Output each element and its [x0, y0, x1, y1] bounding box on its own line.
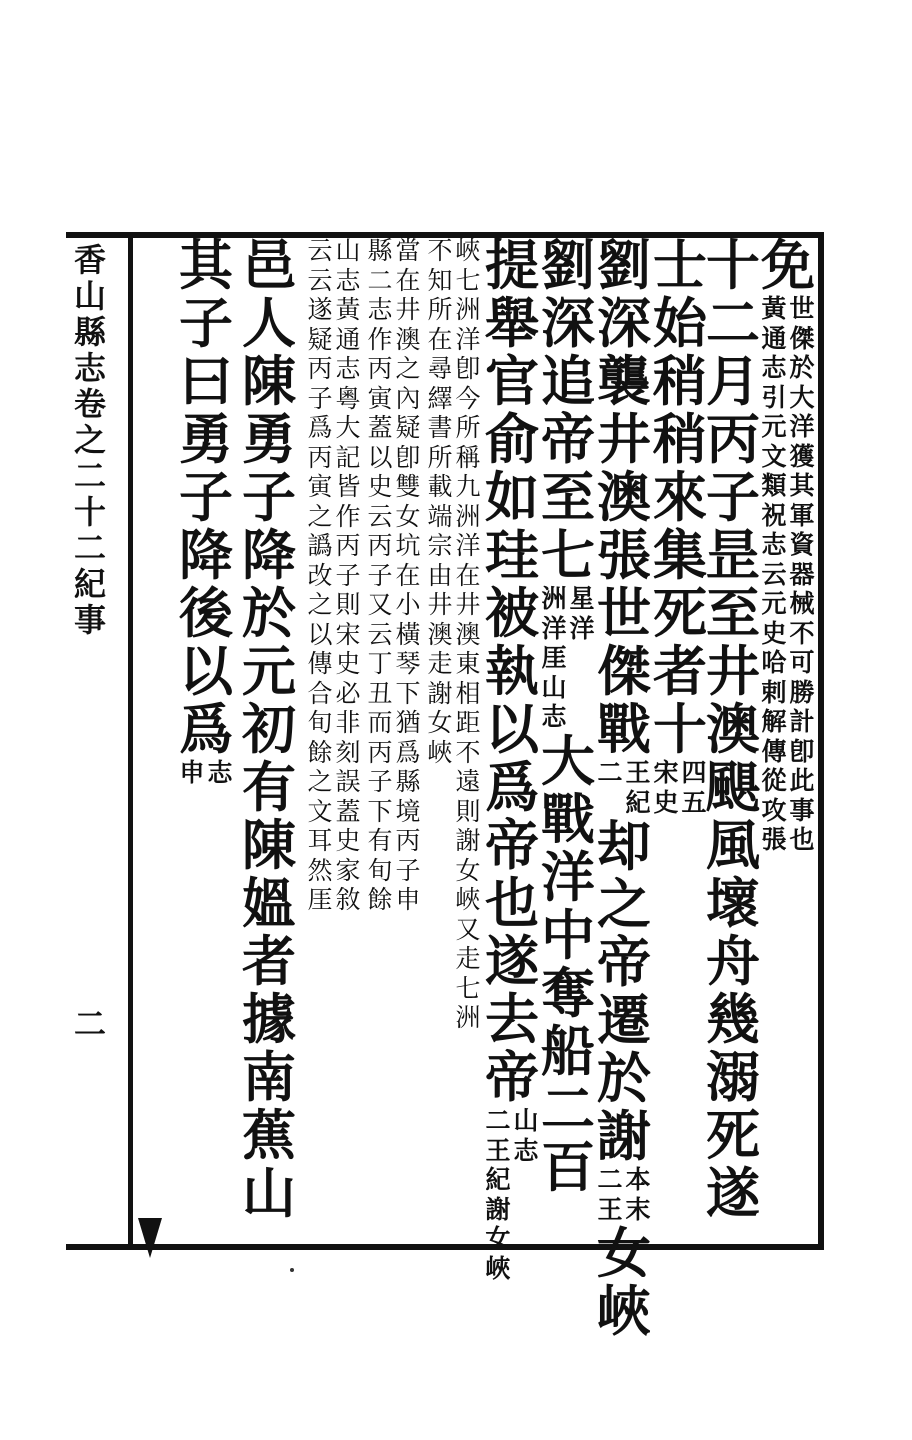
- annotation: 世 傑 於 大 洋 獲 其 軍 資 器 械 不 可 勝 計 卽 此 事 也 黃 通 志 引 元 文 類 祝 志 云 元 史 哈 剌 解 傳 從 攻 張: [761, 294, 815, 854]
- annotation-column-9: 山 志 黃 通 志 粵 大 記 皆 作 丙 子 則 宋 史 必 非 刻 誤 蓋 史 家 敘 云 云 遂 疑 丙 子 爲 丙 寅 之 譌 改 之 以 傳 合 旬 餘 之 文 耳 然 厓: [307, 236, 361, 914]
- text-column-1: 免 世 傑 於 大 洋 獲 其 軍 資 器 械 不 可 勝 計 卽 此 事 也 黃 通 志 引 元 文 類 祝 志 云 元 史 哈 剌 解 傳 從 攻 張: [760, 238, 816, 1211]
- annotation-column-8: 當 在 井 澳 之 內 疑 卽 雙 女 坑 在 小 橫 琴 下 猶 爲 縣 境 丙 子 申 縣 二 志 作 丙 寅 蓋 以 史 云 丙 子 又 云 丁 丑 而 丙 子 下 有 旬 餘: [367, 236, 421, 914]
- text-column-3: 士 始 稍 稍 來 集 死 者 十 四 五 宋 史: [652, 238, 708, 819]
- annotation: 四 五 宋 史: [653, 758, 707, 817]
- ink-speck: [290, 1268, 294, 1272]
- annotation: 王 紀 二: [597, 758, 651, 817]
- fold-mark: [138, 1218, 162, 1258]
- margin-page-number: 二: [74, 1005, 107, 1043]
- annotation: 星 洋 洲 洋 厓 山 志: [541, 584, 595, 731]
- annotation: 山 志 二 王 紀 謝 女 峽: [485, 1106, 539, 1283]
- page-frame: [66, 232, 824, 1343]
- annotation: 本 末 二 王: [597, 1165, 651, 1224]
- text-column-11: 其 子 曰 勇 子 降 後 以 爲 志 申: [178, 238, 234, 790]
- text-column-2: 十 二 月 丙 子 昰 至 井 澳 颶 風 壞 舟 幾 溺 死 遂: [706, 233, 760, 1225]
- annotation: 志 申: [179, 758, 233, 787]
- text-column-5: 劉 深 追 帝 至 七 星 洋 洲 洋 厓 山 志 大 戰 洋 中 奪 船 二 百: [541, 233, 595, 1199]
- margin-title: 香 山 縣 志 卷 之 二 十 二 紀 事: [74, 241, 107, 639]
- margin-strip: [66, 238, 133, 1244]
- annotation-column-7: 峽 七 洲 洋 卽 今 所 稱 九 洲 洋 在 井 澳 東 相 距 不 遠 則 謝 女 峽 又 走 七 洲 不 知 所 在 尋 繹 書 所 載 端 宗 由 井 澳 走 謝 女 峽: [427, 236, 481, 1032]
- text-column-4: 劉 深 襲 井 澳 張 世 傑 戰 王 紀 二 却 之 帝 遷 於 謝 本 末 二 王 女 峽: [597, 233, 651, 1343]
- text-column-6: 提 舉 官 俞 如 珪 被 執 以 爲 帝 也 遂 去 帝 山 志 二 王 紀 謝 女 峽: [484, 238, 540, 1285]
- text-column-10: 邑 人 陳 勇 子 降 於 元 初 有 陳 媼 者 據 南 蕉 山: [242, 233, 296, 1225]
